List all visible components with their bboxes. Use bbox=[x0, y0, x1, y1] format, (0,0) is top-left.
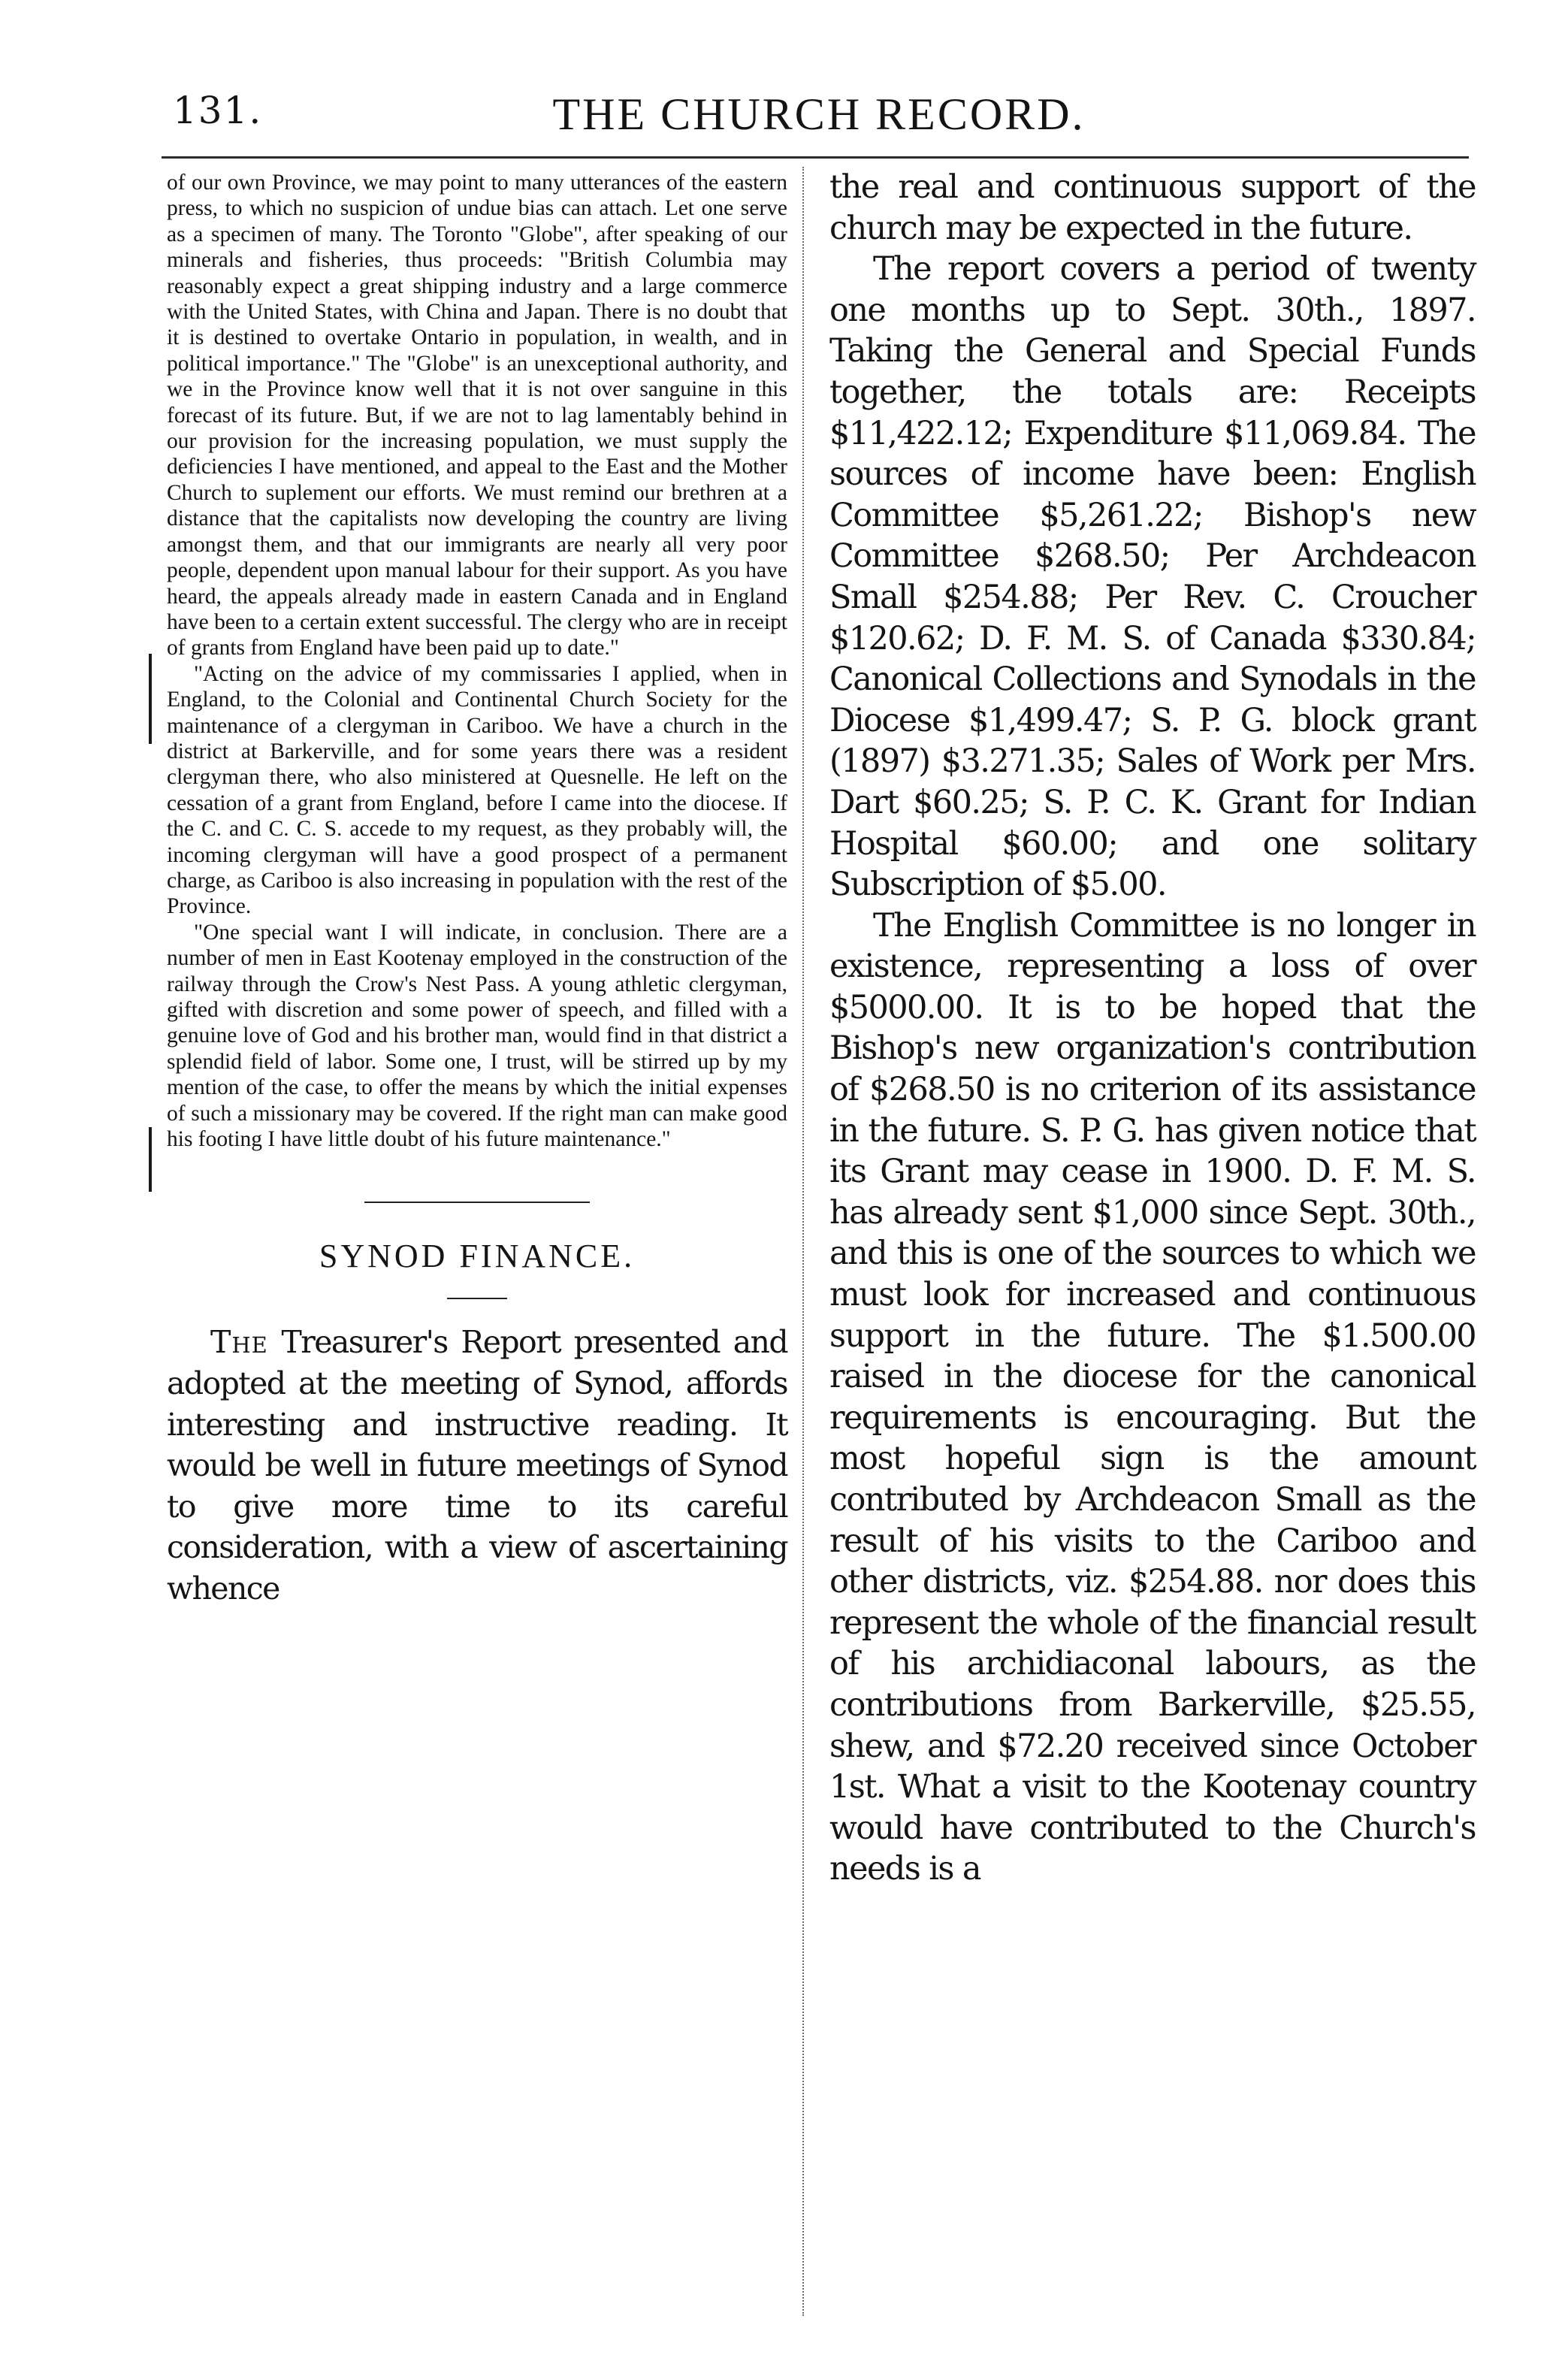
page-header bbox=[173, 89, 1465, 149]
section-title: SYNOD FINANCE. bbox=[319, 1238, 636, 1275]
title-underline bbox=[447, 1298, 507, 1299]
page-number: 131. bbox=[173, 89, 263, 132]
section-divider bbox=[364, 1202, 590, 1203]
left-paragraph-3: "One special want I will indicate, in conclusion. There are a number of men in East Kootenay employed in the construction of the railway through the Crow's Nest Pass. A young athletic clergyman, gifted with discretion and some power of speech, and filled with a genuine love of God and his brother man, would find in that district a splendid field of labor. Some one, I trust, will be stirred up by my mention of the case, to offer the means by which the initial expenses of such a missionary may be covered. If the right man can make good his footing I have little doubt of his future maintenance." bbox=[167, 920, 787, 1152]
right-paragraph-3: The English Committee is no longer in existence, representing a loss of over $5000.00. It is to be hoped that the Bishop's new organization's contribution of $268.50 is no criterion of its assistance in the future. S. P. G. has given notice that its Grant may cease in 1900. D. F. M. S. has already sent $1,000 since Sept. 30th., and this is one of the sources to which we must look for increased and continuous support in the future. The $1.500.00 raised in the diocese for the canonical requirements is encouraging. But the most hopeful sign is the amount contributed by Archdeacon Small as the result of his visits to the Cariboo and other districts, viz. $254.88. nor does this represent the whole of the financial result of his archidiaconal labours, as the contributions from Barkerville, $25.55, shew, and $72.20 received since October 1st. What a visit to the Kootenay country would have contributed to the Church's needs is a bbox=[829, 906, 1476, 1888]
header-rule bbox=[162, 156, 1469, 159]
left-column bbox=[167, 170, 787, 1610]
synod-finance-text: Treasurer's Report presented and adopted at the meeting of Synod, affords interesting and instructive reading. It would be well in future meetings of Synod to give more time to its careful consideration, with a view of ascertaining whence bbox=[167, 1324, 787, 1607]
right-column bbox=[829, 167, 1476, 1890]
left-paragraph-2: "Acting on the advice of my commissaries I applied, when in England, to the Colonial and Continental Church Society for the maintenance of a clergyman in Cariboo. We have a church in the district at Barkerville, and for some years there was a resident clergyman there, who also ministered at Quesnelle. He left on the cessation of a grant from England, before I came into the diocese. If the C. and C. C. S. accede to my request, as they probably will, the incoming clergyman will have a good prospect of a permanent charge, as Cariboo is also increasing in population with the rest of the Province. bbox=[167, 661, 787, 919]
journal-title: THE CHURCH RECORD. bbox=[552, 89, 1086, 139]
right-paragraph-2: The report covers a period of twenty one months up to Sept. 30th., 1897. Taking the General and Special Funds together, the totals are: Receipts $11,422.12; Expenditure $11,069.84. The sources of income have been: English Committee $5,261.22; Bishop's new Committee $268.50; Per Archdeacon Small $254.88; Per Rev. C. Croucher $120.62; D. F. M. S. of Canada $330.84; Canonical Collections and Synodals in the Diocese $1,499.47; S. P. G. block grant (1897) $3.271.35; Sales of Work per Mrs. Dart $60.25; S. P. C. K. Grant for Indian Hospital $60.00; and one solitary Subscription of $5.00. bbox=[829, 250, 1476, 904]
opening-word: The bbox=[210, 1324, 268, 1361]
left-paragraph-1: of our own Province, we may point to many utterances of the eastern press, to which no suspicion of undue bias can attach. Let one serve as a specimen of many. The Toronto "Globe", after speaking of our minerals and fisheries, thus proceeds: "British Columbia may reasonably expect a great shipping industry and a large commerce with the United States, with China and Japan. There is no doubt that it is destined to overtake Ontario in population, in wealth, and in political importance." The "Globe" is an unexceptional authority, and we in the Province know well that it is not over sanguine in this forecast of its future. But, if we are not to lag lamentably behind in our provision for the increasing population, we must supply the deficiencies I have mentioned, and appeal to the East and the Mother Church to suplement our efforts. We must remind our brethren at a distance that the capitalists now developing the country are living amongst them, and that our immigrants are nearly all very poor people, dependent upon manual labour for their support. As you have heard, the appeals already made in eastern Canada and in England have been to a certain extent successful. The clergy who are in receipt of grants from England have been paid up to date." bbox=[167, 171, 787, 660]
margin-mark-upper bbox=[149, 654, 152, 744]
synod-finance-paragraph bbox=[167, 1322, 787, 1609]
column-divider bbox=[802, 167, 804, 2316]
margin-mark-lower bbox=[149, 1127, 152, 1192]
right-paragraph-1: the real and continuous support of the church may be expected in the future. bbox=[829, 168, 1476, 247]
